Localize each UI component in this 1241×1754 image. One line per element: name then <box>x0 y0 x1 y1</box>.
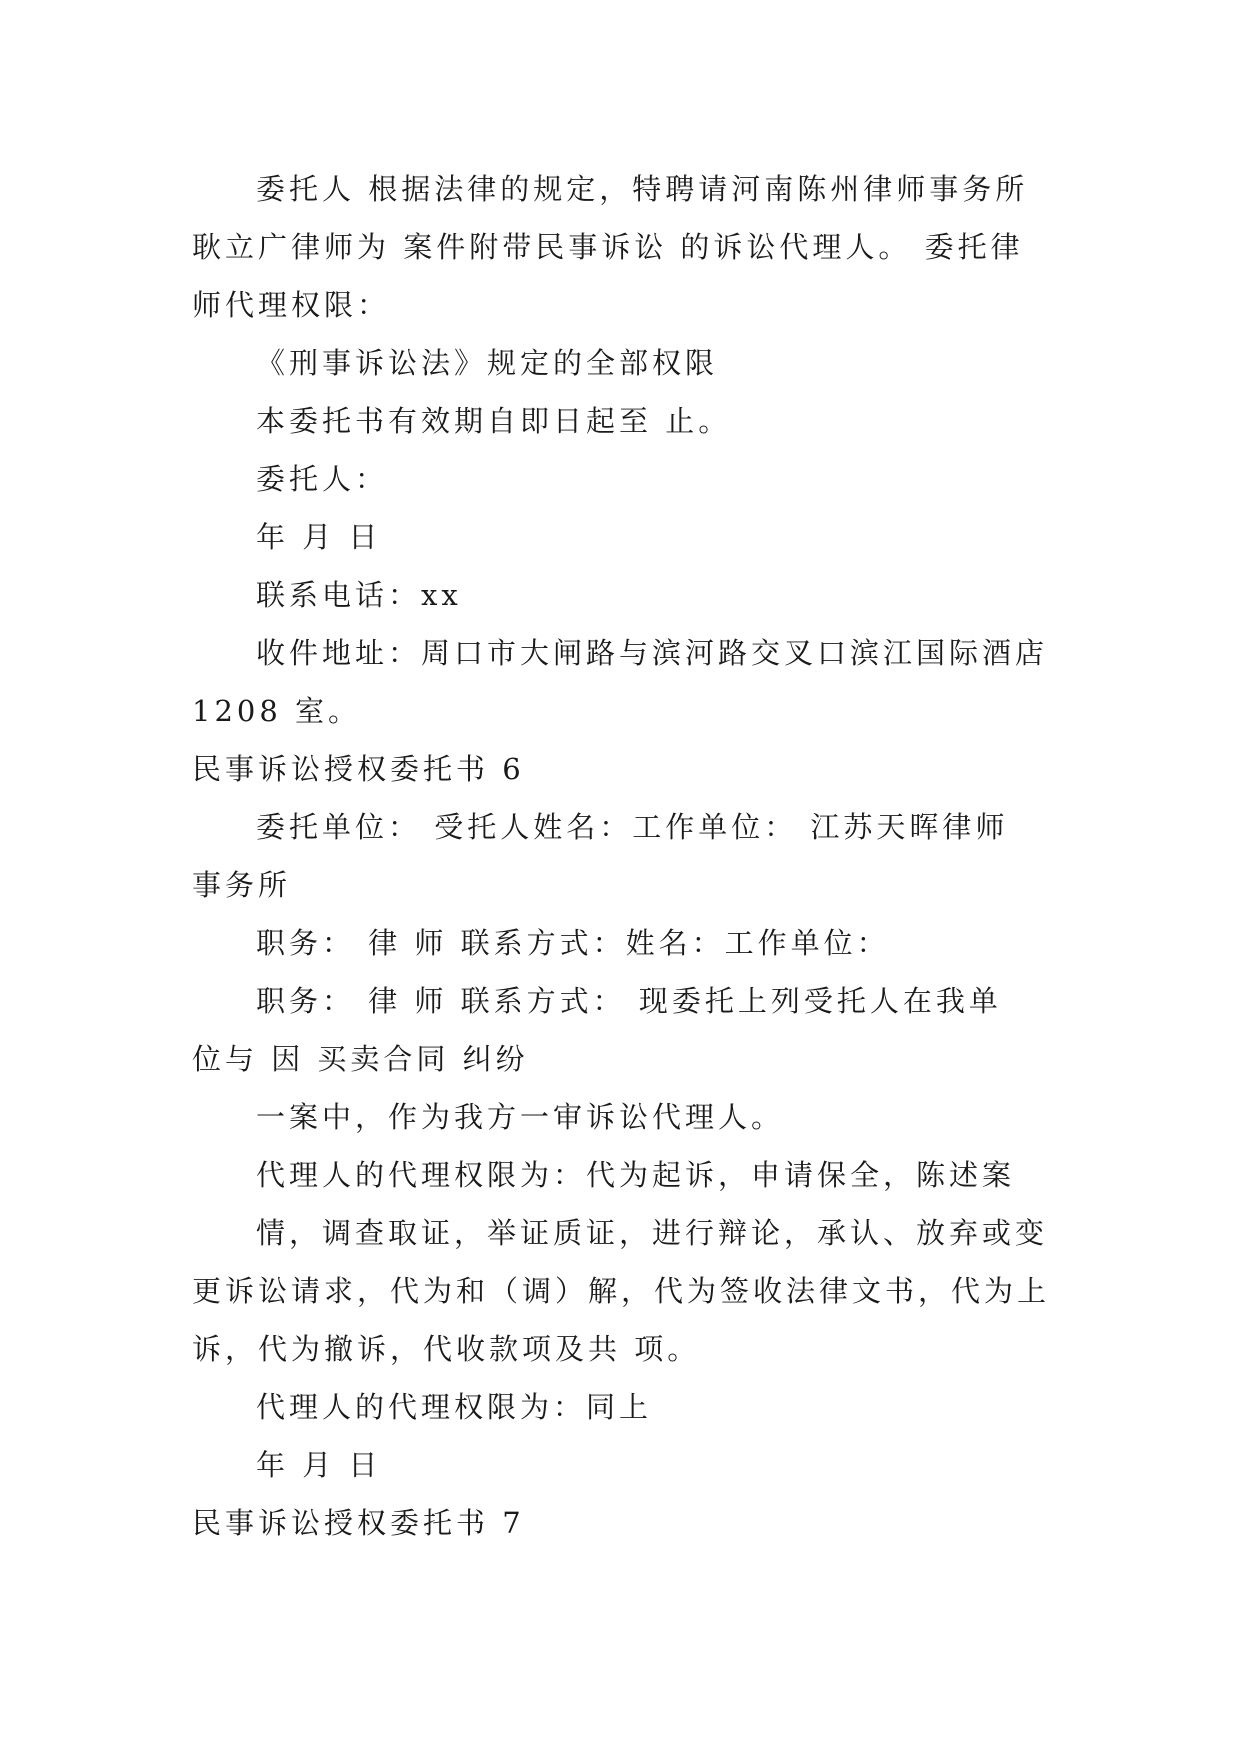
date-line: 年 月 日 <box>256 1448 382 1482</box>
text-line: 委托单位： 受托人姓名：工作单位： 江苏天晖律师 <box>256 810 1009 844</box>
text-line: 情，调查取证，举证质证，进行辩论，承认、放弃或变 <box>256 1216 1049 1250</box>
section-heading: 民事诉讼授权委托书 6 <box>192 752 525 786</box>
address-line: 收件地址：周口市大闸路与滨河路交叉口滨江国际酒店 <box>256 636 1049 670</box>
date-line: 年 月 日 <box>256 520 382 554</box>
text-line: 1208 室。 <box>192 694 362 728</box>
text-line: 职务： 律 师 联系方式： 现委托上列受托人在我单 <box>256 984 1002 1018</box>
text-line: 更诉讼请求，代为和（调）解，代为签收法律文书，代为上 <box>192 1274 1051 1308</box>
text-line: 师代理权限： <box>192 288 391 322</box>
section-heading: 民事诉讼授权委托书 7 <box>192 1506 525 1540</box>
text-line: 代理人的代理权限为：同上 <box>256 1390 653 1424</box>
text-line: 事务所 <box>192 868 292 902</box>
text-line: 委托人 根据法律的规定，特聘请河南陈州律师事务所 <box>256 172 1029 206</box>
text-line: 委托人： <box>256 462 389 496</box>
text-line: 位与 因 买卖合同 纠纷 <box>192 1042 529 1076</box>
text-line: 《刑事诉讼法》规定的全部权限 <box>256 346 719 380</box>
document-page <box>192 160 1052 1552</box>
text-line: 一案中，作为我方一审诉讼代理人。 <box>256 1100 785 1134</box>
text-line: 诉，代为撤诉，代收款项及共 项。 <box>192 1332 701 1366</box>
text-line: 本委托书有效期自即日起至 止。 <box>256 404 732 438</box>
text-line: 职务： 律 师 联系方式：姓名：工作单位： <box>256 926 890 960</box>
text-line: 耿立广律师为 案件附带民事诉讼 的诉讼代理人。 委托律 <box>192 230 1024 264</box>
phone-line: 联系电话：xx <box>256 578 462 612</box>
text-line: 代理人的代理权限为：代为起诉，申请保全，陈述案 <box>256 1158 1016 1192</box>
